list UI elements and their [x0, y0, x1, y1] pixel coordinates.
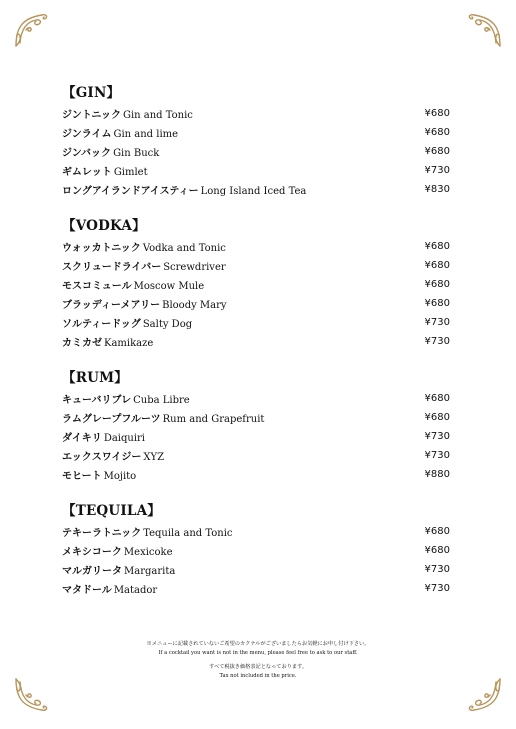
- menu-item: [62, 408, 450, 427]
- item-name-jp: ギムレット: [62, 167, 112, 178]
- item-name-jp: ロングアイランドアイスティー: [62, 186, 199, 197]
- item-price: ¥730: [424, 317, 450, 328]
- item-name-en: Daiquiri: [103, 433, 146, 444]
- item-name-en: Mojito: [103, 471, 137, 482]
- menu-item: [62, 579, 450, 598]
- note-custom-cocktail-jp: ※メニューに記載されていないご希望のカクテルがございましたらお気軽にお申し付け下さい。: [146, 641, 370, 647]
- item-price: ¥730: [424, 564, 450, 575]
- item-name-en: Salty Dog: [142, 319, 193, 330]
- item-name-en: Vodka and Tonic: [142, 243, 226, 254]
- item-name-en: Gin Buck: [113, 148, 160, 159]
- item-name-jp: ジンバック: [62, 148, 112, 159]
- item-name-jp: キューバリブレ: [62, 395, 132, 406]
- item-price: ¥680: [424, 526, 450, 537]
- section-title: 【TEQUILA】: [62, 503, 161, 519]
- item-name-jp: マタドール: [62, 585, 112, 596]
- item-price: ¥680: [424, 279, 450, 290]
- item-name-en: Gimlet: [113, 167, 148, 178]
- section-vodka: [62, 217, 450, 351]
- item-name-jp: ダイキリ: [62, 433, 102, 444]
- menu-item: [62, 560, 450, 579]
- item-name-en: Gin and lime: [113, 129, 179, 140]
- menu-item: [62, 104, 450, 123]
- section-title: 【GIN】: [62, 85, 121, 101]
- item-price: ¥680: [424, 127, 450, 138]
- item-name-jp: カミカゼ: [62, 338, 102, 349]
- item-name-en: Bloody Mary: [162, 300, 227, 311]
- item-price: ¥680: [424, 393, 450, 404]
- item-name-en: Moscow Mule: [133, 281, 205, 292]
- item-name-jp: マルガリータ: [62, 566, 122, 577]
- corner-ornament-top-right: [464, 10, 504, 50]
- footer-notes: [0, 640, 516, 680]
- menu-item: [62, 332, 450, 351]
- item-name-jp: ジントニック: [62, 110, 121, 121]
- item-price: ¥680: [424, 146, 450, 157]
- item-price: ¥730: [424, 165, 450, 176]
- item-name-jp: モスコミュール: [62, 281, 132, 292]
- menu-item: [62, 522, 450, 541]
- item-name-en: Long Island Iced Tea: [200, 186, 307, 197]
- item-price: ¥680: [424, 545, 450, 556]
- section-tequila: [62, 502, 450, 598]
- menu-item: [62, 142, 450, 161]
- section-rum: [62, 369, 450, 484]
- item-name-en: Tequila and Tonic: [143, 528, 233, 539]
- menu-item: [62, 123, 450, 142]
- item-name-jp: モヒート: [62, 471, 102, 482]
- item-name-en: Kamikaze: [104, 338, 154, 349]
- section-title: 【VODKA】: [62, 218, 146, 234]
- item-name-en: Rum and Grapefruit: [162, 414, 265, 425]
- section-gin: [62, 84, 450, 199]
- section-title: 【RUM】: [62, 370, 128, 386]
- note-custom-cocktail-en: If a cocktail you want is not in the menu, please feel free to ask to our staff.: [158, 649, 358, 656]
- corner-ornament-bottom-right: [464, 675, 504, 715]
- item-name-en: XYZ: [143, 452, 165, 463]
- item-name-en: Margarita: [124, 566, 176, 577]
- item-name-jp: スクリュードライバー: [62, 262, 162, 273]
- menu-item: [62, 389, 450, 408]
- corner-ornament-bottom-left: [12, 675, 52, 715]
- menu-item: [62, 446, 450, 465]
- item-name-en: Screwdriver: [163, 262, 226, 273]
- item-price: ¥730: [424, 431, 450, 442]
- menu-item: [62, 161, 450, 180]
- note-tax-jp: すべて税抜き価格表記となっております。: [208, 664, 308, 670]
- corner-ornament-top-left: [12, 10, 52, 50]
- menu-item: [62, 180, 450, 199]
- item-name-jp: ジンライム: [62, 129, 112, 140]
- item-name-jp: テキーラトニック: [62, 528, 142, 539]
- menu-item: [62, 256, 450, 275]
- item-price: ¥680: [424, 108, 450, 119]
- item-name-jp: ウォッカトニック: [62, 243, 141, 254]
- item-price: ¥730: [424, 450, 450, 461]
- menu-item: [62, 465, 450, 484]
- item-price: ¥830: [424, 184, 450, 195]
- item-price: ¥880: [424, 469, 450, 480]
- item-name-jp: ソルティードッグ: [62, 319, 141, 330]
- item-name-jp: ブラッディーメアリー: [62, 300, 161, 311]
- item-price: ¥680: [424, 412, 450, 423]
- item-name-jp: メキシコーク: [62, 547, 122, 558]
- item-name-en: Mexicoke: [123, 547, 173, 558]
- menu-item: [62, 237, 450, 256]
- note-tax-en: Tax not included in the price.: [219, 672, 297, 679]
- item-price: ¥680: [424, 298, 450, 309]
- menu-item: [62, 313, 450, 332]
- item-price: ¥680: [424, 241, 450, 252]
- item-price: ¥680: [424, 260, 450, 271]
- item-name-en: Matador: [113, 585, 158, 596]
- drink-menu: [62, 84, 450, 616]
- item-name-en: Gin and Tonic: [122, 110, 193, 121]
- item-name-jp: ラムグレープフルーツ: [62, 414, 161, 425]
- menu-item: [62, 541, 450, 560]
- item-name-en: Cuba Libre: [133, 395, 190, 406]
- menu-item: [62, 427, 450, 446]
- menu-item: [62, 294, 450, 313]
- item-price: ¥730: [424, 336, 450, 347]
- menu-item: [62, 275, 450, 294]
- item-name-jp: エックスワイジー: [62, 452, 142, 463]
- item-price: ¥730: [424, 583, 450, 594]
